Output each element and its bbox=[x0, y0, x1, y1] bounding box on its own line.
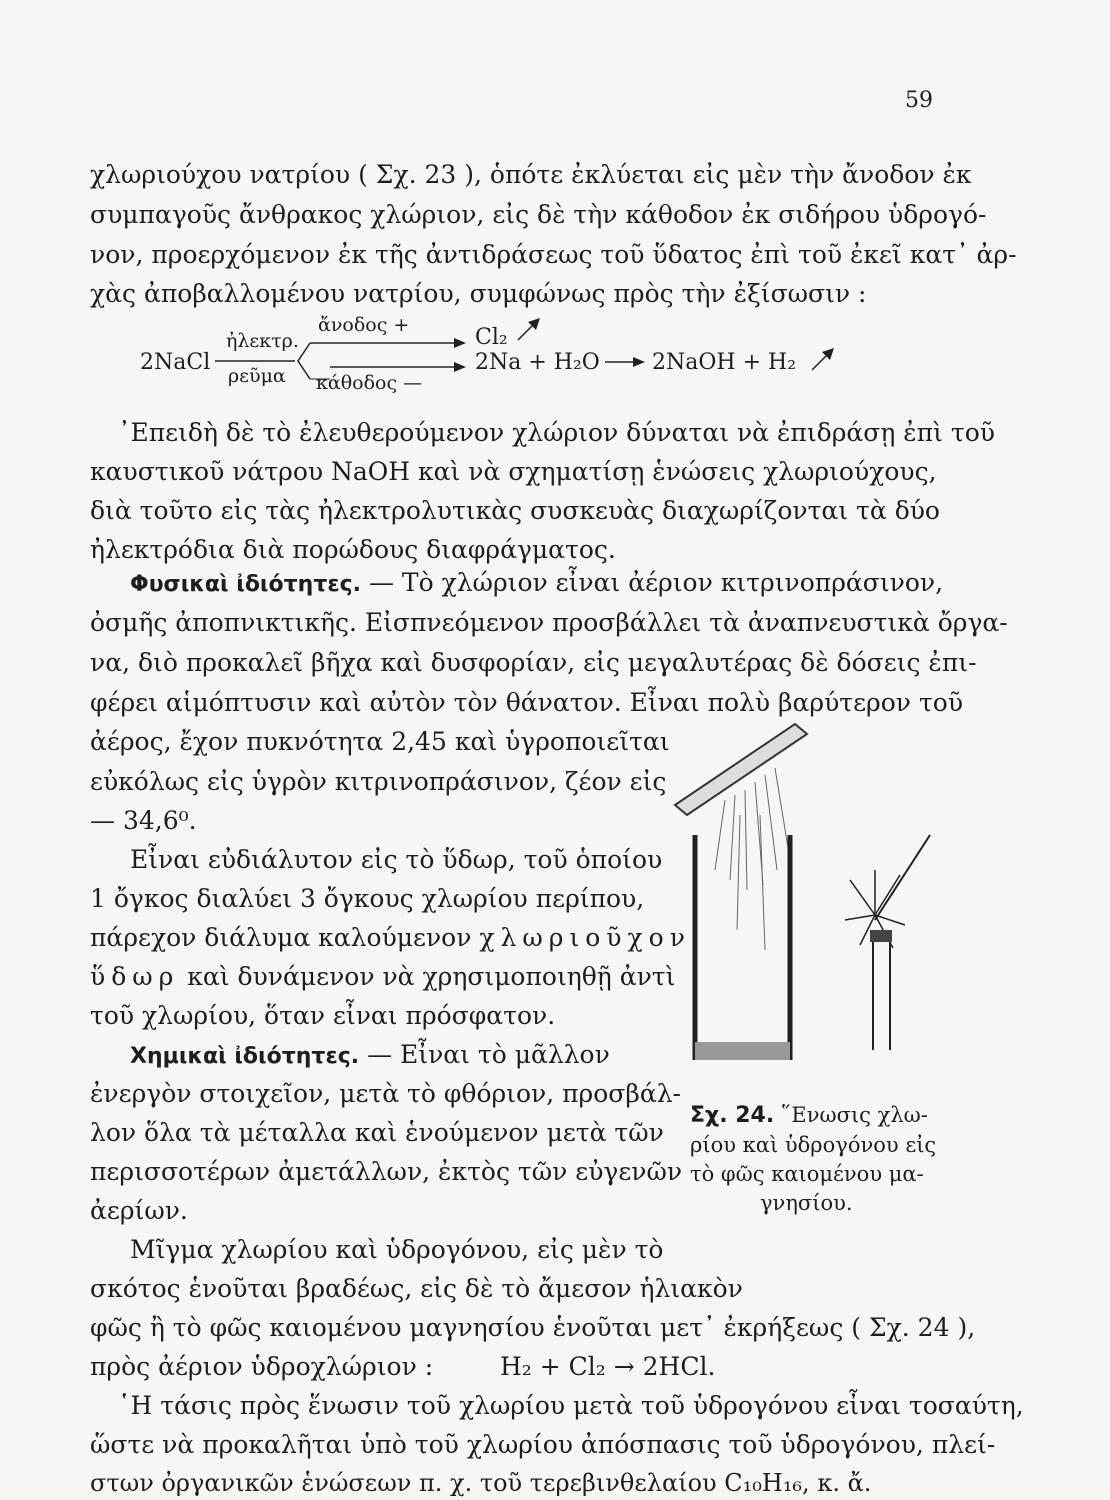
text-span: καὶ δυνάμενον νὰ χρησιμοποιηθῇ ἀντὶ bbox=[179, 962, 676, 991]
physical-properties-line bbox=[130, 568, 943, 597]
text-line: συμπαγοῦς ἄνθρακος χλώριον, εἰς δὲ τὴν κάθοδον ἐκ σιδήρου ὑδρογό- bbox=[90, 200, 987, 229]
text-span: — Τὸ χλώριον εἶναι ἀέριον κιτρινοπράσινον, bbox=[361, 568, 944, 597]
text-line: — 34,6⁰. bbox=[90, 806, 197, 835]
text-span: πάρεχον διάλυμα καλούμενον bbox=[90, 923, 472, 952]
eq-cathode-result: 2NaOH + H₂ bbox=[652, 350, 797, 375]
eq-arrow-top-label: ἠλεκτρ. bbox=[226, 330, 299, 352]
text-line: φέρει αἱμόπτυσιν καὶ αὐτὸν τὸν θάνατον. Εἶναι πολὺ βαρύτερον τοῦ bbox=[90, 688, 964, 717]
text-line bbox=[90, 962, 675, 991]
eq-reactant: 2NaCl bbox=[140, 350, 211, 375]
text-line: στων ὀργανικῶν ἑνώσεων π. χ. τοῦ τερεβινθελαίου C₁₀H₁₆, κ. ἄ. bbox=[90, 1469, 872, 1497]
text-line: σκότος ἑνοῦται βραδέως, εἰς δὲ τὸ ἄμεσον ἡλιακὸν bbox=[90, 1274, 743, 1303]
text-line bbox=[90, 923, 691, 952]
text-line: λον ὅλα τὰ μέταλλα καὶ ἑνούμενον μετὰ τῶν bbox=[90, 1118, 664, 1147]
text-span: ῞Ενωσις χλω- bbox=[774, 1103, 928, 1127]
text-line: ἐνεργὸν στοιχεῖον, μετὰ τὸ φθόριον, προσβάλ- bbox=[90, 1079, 682, 1108]
text-line: ὀσμῆς ἀποπνικτικῆς. Εἰσπνεόμενον προσβάλλει τὰ ἀναπνευστικὰ ὄργα- bbox=[90, 608, 1008, 637]
figure-24-illustration bbox=[665, 720, 965, 1060]
eq-cathode-label: κάθοδος — bbox=[316, 372, 423, 394]
figure-24-label: Σχ. 24. bbox=[690, 1103, 775, 1128]
eq-arrows bbox=[0, 0, 1110, 420]
page-number: 59 bbox=[905, 88, 933, 113]
text-line: χλωριούχου νατρίου ( Σχ. 23 ), ὁπότε ἐκλύεται εἰς μὲν τὴν ἄνοδον ἐκ bbox=[90, 160, 972, 189]
text-line: φῶς ἢ τὸ φῶς καιομένου μαγνησίου ἑνοῦται μετ᾽ ἐκρήξεως ( Σχ. 24 ), bbox=[90, 1313, 976, 1342]
text-line: εὐκόλως εἰς ὑγρὸν κιτρινοπράσινον, ζέον εἰς bbox=[90, 767, 667, 796]
text-line: ἠλεκτρόδια διὰ πορώδους διαφράγματος. bbox=[90, 535, 616, 564]
text-line: τοῦ χλωρίου, ὅταν εἶναι πρόσφατον. bbox=[90, 1001, 556, 1030]
text-line: χὰς ἀποβαλλομένου νατρίου, συμφώνως πρὸς τὴν ἐξίσωσιν : bbox=[90, 279, 867, 308]
text-line: νον, προερχόμενον ἐκ τῆς ἀντιδράσεως τοῦ ὕδατος ἐπὶ τοῦ ἐκεῖ κατ᾽ ἀρ- bbox=[90, 240, 1017, 269]
text-line: ῾Η τάσις πρὸς ἕνωσιν τοῦ χλωρίου μετὰ τοῦ ὑδρογόνου εἶναι τοσαύτη, bbox=[118, 1391, 1024, 1420]
chemical-properties-line bbox=[130, 1040, 610, 1069]
text-line: Μῖγμα χλωρίου καὶ ὑδρογόνου, εἰς μὲν τὸ bbox=[130, 1235, 664, 1264]
text-line: Εἶναι εὐδιάλυτον εἰς τὸ ὕδωρ, τοῦ ὁποίου bbox=[130, 845, 663, 874]
text-line: ἀερίων. bbox=[90, 1196, 188, 1225]
figure-caption-line: τὸ φῶς καιομένου μα- bbox=[690, 1162, 924, 1186]
eq-cathode-product: 2Na + H₂O bbox=[475, 350, 600, 375]
text-line: ὥστε νὰ προκαλῆται ὑπὸ τοῦ χλωρίου ἀπόσπασις τοῦ ὑδρογόνου, πλεί- bbox=[90, 1430, 996, 1459]
eq-arrow-bottom-label: ρεῦμα bbox=[228, 365, 286, 387]
chlorine-water-term: χλωριοῦχον bbox=[479, 923, 691, 952]
physical-properties-heading: Φυσικαὶ ἰδιότητες. bbox=[130, 572, 361, 597]
eq-anode-label: ἄνοδος + bbox=[318, 314, 410, 336]
text-line: 1 ὄγκος διαλύει 3 ὄγκους χλωρίου περίπου, bbox=[90, 884, 645, 913]
text-line: ᾽Επειδὴ δὲ τὸ ἐλευθερούμενον χλώριον δύναται νὰ ἐπιδράσῃ ἐπὶ τοῦ bbox=[118, 418, 995, 447]
text-line: καυστικοῦ νάτρου NaOH καὶ νὰ σχηματίσῃ ἑνώσεις χλωριούχους, bbox=[90, 457, 937, 486]
text-line: πρὸς ἀέριον ὑδροχλώριον : bbox=[90, 1352, 434, 1381]
figure-caption-line: ρίου καὶ ὑδρογόνου εἰς bbox=[690, 1133, 937, 1157]
hcl-equation: H₂ + Cl₂ → 2HCl. bbox=[500, 1352, 716, 1381]
text-line: διὰ τοῦτο εἰς τὰς ἠλεκτρολυτικὰς συσκευὰς διαχωρίζονται τὰ δύο bbox=[90, 496, 940, 525]
text-line: ἀέρος, ἔχον πυκνότητα 2,45 καὶ ὑγροποιεῖται bbox=[90, 727, 670, 756]
text-line: περισσοτέρων ἀμετάλλων, ἐκτὸς τῶν εὐγενῶν bbox=[90, 1157, 683, 1186]
chemical-properties-heading: Χημικαὶ ἰδιότητες. bbox=[130, 1044, 360, 1069]
eq-anode-product: Cl₂ bbox=[475, 325, 508, 350]
water-term: ὕδωρ bbox=[90, 962, 180, 991]
text-line: να, διὸ προκαλεῖ βῆχα καὶ δυσφορίαν, εἰς μεγαλυτέρας δὲ δόσεις ἐπι- bbox=[90, 648, 977, 677]
text-span: — Εἶναι τὸ μᾶλλον bbox=[359, 1040, 610, 1069]
figure-24-caption-line bbox=[690, 1103, 928, 1128]
figure-caption-line: γνησίου. bbox=[760, 1191, 853, 1215]
